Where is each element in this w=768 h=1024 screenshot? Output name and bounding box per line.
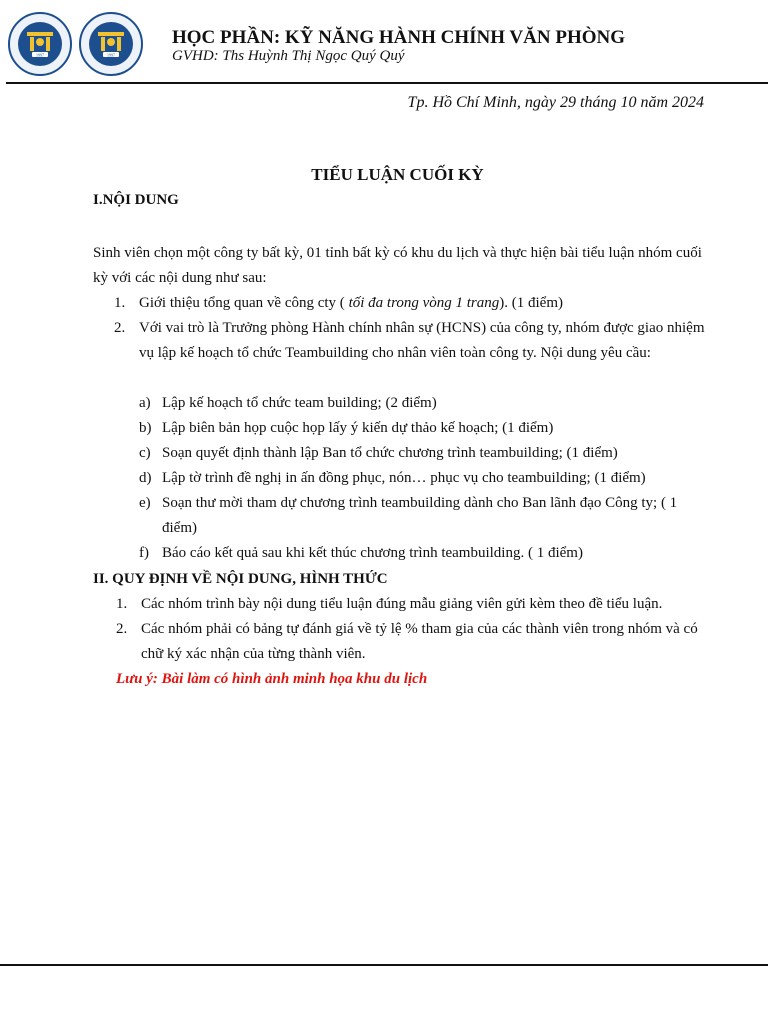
list-item [116, 617, 701, 667]
list-item [139, 491, 705, 541]
item-label: d) [139, 470, 152, 486]
item-text: Soạn thư mời tham dự chương trình teambuilding dành cho Ban lãnh đạo Công ty; ( 1 điểm) [162, 495, 678, 536]
course-title: HỌC PHẦN: KỸ NĂNG HÀNH CHÍNH VĂN PHÒNG [172, 27, 626, 48]
item-label: e) [139, 495, 151, 511]
task-sublist [139, 391, 705, 566]
item-text: Lập kế hoạch tổ chức team building; (2 điểm) [162, 395, 437, 411]
item-text: Với vai trò là Trưởng phòng Hành chính nhân sự (HCNS) của công ty, nhóm được giao nhiệm vụ lập kế hoạch tổ chức Teambuilding cho nhân viên toàn công ty. Nội dung yêu cầu: [139, 320, 705, 361]
section-heading-content: I.NỘI DUNG [93, 192, 179, 208]
intro-paragraph: Sinh viên chọn một công ty bất kỳ, 01 tỉnh bất kỳ có khu du lịch và thực hiện bài tiểu luận nhóm cuối kỳ với các nội dung như sau: [93, 245, 702, 286]
logo-year: 1997 [36, 52, 44, 58]
document-title: TIỂU LUẬN CUỐI KỲ [311, 165, 484, 184]
requirement-list [114, 291, 705, 366]
header-divider [6, 82, 768, 84]
list-item [139, 466, 705, 491]
list-item [139, 416, 705, 441]
item-text: ). (1 điểm) [499, 295, 563, 311]
item-text: Lập biên bản họp cuộc họp lấy ý kiến dự thảo kế hoạch; (1 điểm) [162, 420, 554, 436]
list-number: 1. [114, 295, 126, 311]
university-logo [8, 12, 72, 76]
list-item [139, 541, 705, 566]
item-text: Giới thiệu tổng quan về công cty ( [139, 295, 349, 311]
item-text: Báo cáo kết quả sau khi kết thúc chương trình teambuilding. ( 1 điểm) [162, 545, 583, 561]
section-heading-rules: II. QUY ĐỊNH VỀ NỘI DUNG, HÌNH THỨC [93, 571, 388, 587]
date-line: Tp. Hồ Chí Minh, ngày 29 tháng 10 năm 2024 [407, 94, 704, 111]
list-number: 2. [114, 320, 126, 336]
list-number: 1. [116, 596, 128, 612]
note-text: Lưu ý: Bài làm có hình ảnh minh họa khu du lịch [116, 671, 428, 687]
instructor-name: GVHD: Ths Huỳnh Thị Ngọc Quý Quý [172, 48, 405, 64]
logo-year: 1997 [107, 52, 115, 58]
list-item [114, 291, 705, 316]
item-label: b) [139, 420, 152, 436]
item-text: Các nhóm trình bày nội dung tiểu luận đúng mẫu giảng viên gửi kèm theo đề tiểu luận. [141, 596, 663, 612]
item-label: c) [139, 445, 151, 461]
item-text: Lập tờ trình đề nghị in ấn đồng phục, nón… phục vụ cho teambuilding; (1 điểm) [162, 470, 646, 486]
list-item [114, 316, 705, 366]
item-text: Các nhóm phải có bảng tự đánh giá về tỷ lệ % tham gia của các thành viên trong nhóm và có chữ ký xác nhận của từng thành viên. [141, 621, 698, 662]
list-number: 2. [116, 621, 128, 637]
footer-divider [0, 964, 768, 966]
item-label: f) [139, 545, 149, 561]
rules-list [116, 592, 701, 667]
item-text: Soạn quyết định thành lập Ban tổ chức chương trình teambuilding; (1 điểm) [162, 445, 618, 461]
university-logo [79, 12, 143, 76]
list-item [139, 391, 705, 416]
item-label: a) [139, 395, 151, 411]
list-item [116, 592, 701, 617]
item-emphasis: tối đa trong vòng 1 trang [348, 295, 500, 311]
list-item [139, 441, 705, 466]
